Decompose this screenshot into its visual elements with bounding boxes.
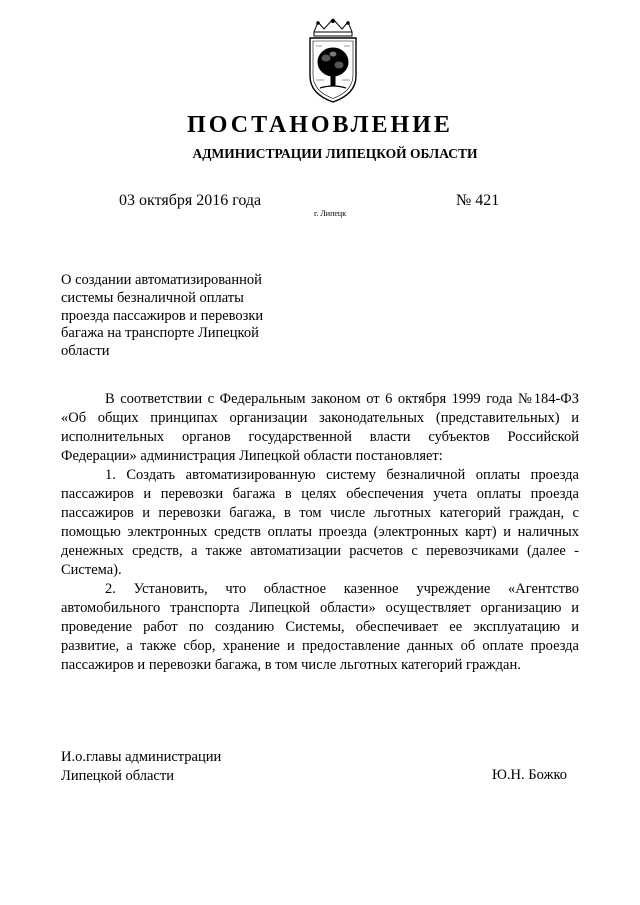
subject-line: багажа на транспорте Липецкой: [61, 325, 259, 342]
subject-line: О создании автоматизированной: [61, 272, 262, 288]
signatory-position-line: И.о.главы администрации: [61, 749, 222, 765]
document-subtitle: АДМИНИСТРАЦИИ ЛИПЕЦКОЙ ОБЛАСТИ: [192, 146, 478, 161]
body-paragraph-item-1: 1. Создать автоматизированную систему безналичной оплаты проезда пассажиров и перевозки багажа в целях обеспечения учета оплаты проезда пассажиров и перевозки багажа, в том числе льготных категорий граждан, с помощью электронных средств оплаты проезда (электронных карт) и наличных денежных средств, а также автоматизации расчетов с перевозчиками (далее - Система).: [61, 467, 579, 578]
coat-of-arms-icon: [302, 18, 364, 104]
document-title: ПОСТАНОВЛЕНИЕ: [187, 112, 453, 138]
signatory-name: Ю.Н. Божко: [492, 767, 568, 783]
signatory-position-line: Липецкой области: [61, 768, 174, 784]
body-paragraph-preamble: В соответствии с Федеральным законом от 6 октября 1999 года №184-ФЗ «Об общих принципах организации законодательных (представительных) и исполнительных органов государственной власти субъектов Российской Федерации» администрация Липецкой области постановляет:: [61, 391, 579, 464]
document-subject: [61, 272, 291, 361]
document-body: [61, 390, 579, 675]
document-number: № 421: [456, 192, 500, 209]
document-city: г. Липецк: [314, 209, 347, 218]
signatory-position: [61, 748, 221, 786]
subject-line: проезда пассажиров и перевозки: [61, 307, 264, 324]
document-date: 03 октября 2016 года: [119, 192, 262, 209]
subject-line: области: [61, 343, 110, 360]
subject-line: системы безналичной оплаты: [61, 289, 244, 306]
body-paragraph-item-2: 2. Установить, что областное казенное учреждение «Агентство автомобильного транспорта Липецкой области» осуществляет организацию и проведение работ по созданию Системы, обеспечивает ее эксплуатацию и развитие, а также сбор, хранение и предоставление данных об оплате проезда пассажиров и перевозки багажа, в том числе льготных категорий граждан.: [61, 581, 579, 673]
